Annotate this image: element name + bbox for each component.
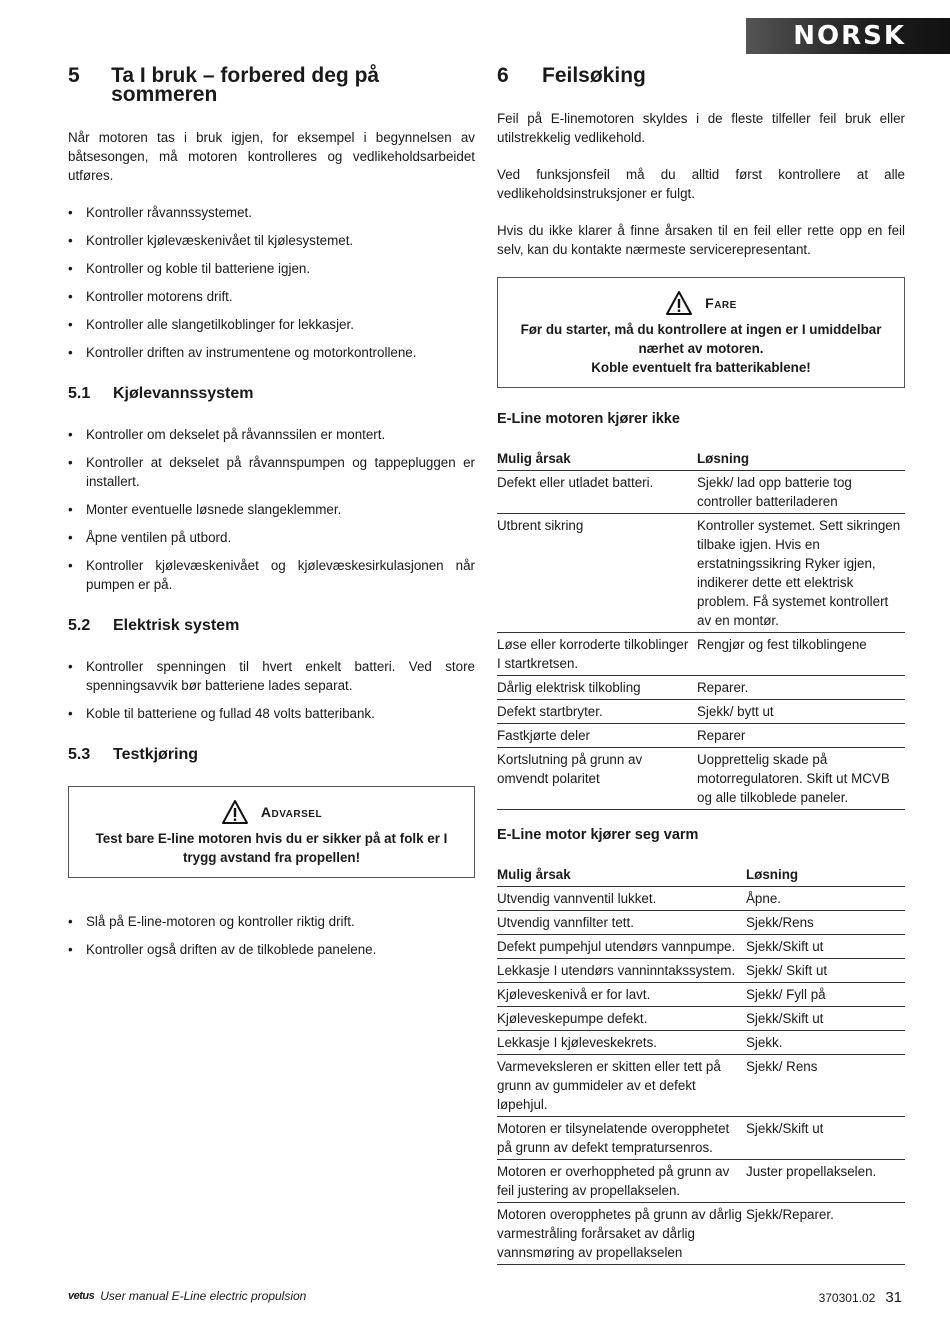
solution-cell: Uopprettelig skade på motorregulatoren. Skift ut MCVB og alle tilkoblede paneler.: [697, 748, 905, 810]
warning-triangle-icon: [665, 290, 693, 316]
cause-cell: Kortslutning på grunn av omvendt polaritet: [497, 748, 697, 810]
right-column: [497, 60, 905, 1265]
table-header-row: [497, 863, 905, 887]
table-row: [497, 935, 905, 959]
solution-cell: Sjekk/Skift ut: [746, 935, 905, 959]
cause-cell: Defekt eller utladet batteri.: [497, 471, 697, 514]
list-item: • Monter eventuelle løsnede slangeklemmer.: [68, 500, 475, 519]
solution-cell: Åpne.: [746, 887, 905, 911]
solution-cell: Sjekk/Rens: [746, 911, 905, 935]
section-5-2-heading: [68, 616, 475, 635]
footer-left: [68, 1289, 306, 1303]
column-header: Løsning: [746, 863, 905, 887]
cause-cell: Motoren er tilsynelatende overopphetet på grunn av defekt tempratursenros.: [497, 1117, 746, 1160]
danger-box: [497, 277, 905, 388]
danger-title: Fare: [705, 294, 737, 311]
column-header: Mulig årsak: [497, 447, 697, 471]
cause-cell: Varmeveksleren er skitten eller tett på grunn av gummideler av et defekt løpehjul.: [497, 1055, 746, 1117]
footer-right: [819, 1289, 902, 1306]
table-2-title: E-Line motor kjører seg varm: [497, 827, 699, 843]
cause-cell: Utvendig vannfilter tett.: [497, 911, 746, 935]
testrun-bullet-list: [68, 912, 475, 959]
warning-title: Advarsel: [260, 803, 323, 820]
table-row: [497, 1055, 905, 1117]
danger-text: Koble eventuelt fra batterikablene!: [591, 360, 811, 375]
section-number: 5.3: [68, 746, 91, 763]
list-item: • Kontroller kjølevæskenivået til kjølesystemet.: [68, 231, 475, 250]
danger-text: Før du starter, må du kontrollere at ingen er I umiddelbar nærhet av motoren.: [520, 322, 882, 356]
cause-cell: Defekt startbryter.: [497, 700, 697, 724]
cause-cell: Motoren er overhoppheted på grunn av feil justering av propellakselen.: [497, 1160, 746, 1203]
table-row: [497, 887, 905, 911]
cause-cell: Motoren overopphetes på grunn av dårlig varmestråling forårsaket av dårlig vannsmøring av propellakselen: [497, 1203, 746, 1265]
cause-cell: Lekkasje I utendørs vanninntakssystem.: [497, 959, 746, 983]
section-number: 5.1: [68, 385, 91, 402]
list-item: • Kontroller og koble til batteriene igjen.: [68, 259, 475, 278]
cause-cell: Dårlig elektrisk tilkobling: [497, 676, 697, 700]
list-item: • Kontroller alle slangetilkoblinger for lekkasjer.: [68, 315, 475, 334]
manual-title: User manual E-Line electric propulsion: [100, 1289, 307, 1303]
paragraph: Ved funksjonsfeil må du alltid først kontrollere at alle vedlikeholdsinstruksjoner er fulgt.: [497, 167, 905, 201]
section-5-heading: [68, 66, 475, 104]
solution-cell: Sjekk.: [746, 1031, 905, 1055]
table-row: [497, 676, 905, 700]
cause-cell: Kjøleveskenivå er for lavt.: [497, 983, 746, 1007]
list-item: • Kontroller motorens drift.: [68, 287, 475, 306]
section-6-heading: [497, 66, 905, 85]
solution-cell: Sjekk/Skift ut: [746, 1007, 905, 1031]
list-item: • Slå på E-line-motoren og kontroller riktig drift.: [68, 912, 475, 931]
table-row: [497, 471, 905, 514]
table-row: [497, 1160, 905, 1203]
table-1-title: E-Line motoren kjører ikke: [497, 411, 680, 427]
page-number: 31: [885, 1289, 902, 1306]
table-row: [497, 959, 905, 983]
table-row: [497, 911, 905, 935]
column-header: Løsning: [697, 447, 905, 471]
list-item: • Koble til batteriene og fullad 48 volts batteribank.: [68, 704, 475, 723]
table-row: [497, 748, 905, 810]
solution-cell: Kontroller systemet. Sett sikringen tilbake igjen. Hvis en erstatningssikring Ryker igjen, indikerer dette ett elektrisk problem. Få systemet kontrollert av en montør.: [697, 514, 905, 633]
section-title: Ta I bruk – forbered deg på sommeren: [111, 64, 380, 106]
warning-triangle-icon: [221, 799, 249, 825]
table-row: [497, 1203, 905, 1265]
cause-cell: Defekt pumpehjul utendørs vannpumpe.: [497, 935, 746, 959]
table-header-row: [497, 447, 905, 471]
intro-bullet-list: [68, 203, 475, 362]
intro-paragraph: Når motoren tas i bruk igjen, for eksempel i begynnelsen av båtsesongen, må motoren kontrolleres og vedlikeholdsarbeidet utføres.: [68, 130, 475, 183]
solution-cell: Reparer.: [697, 676, 905, 700]
cause-cell: Kjøleveskepumpe defekt.: [497, 1007, 746, 1031]
section-title: Elektrisk system: [113, 617, 240, 634]
section-5-3-heading: [68, 745, 475, 764]
cause-cell: Utvendig vannventil lukket.: [497, 887, 746, 911]
solution-cell: Sjekk/Reparer.: [746, 1203, 905, 1265]
section-number: 6: [497, 64, 509, 87]
left-column: [68, 60, 475, 968]
solution-cell: Sjekk/Skift ut: [746, 1117, 905, 1160]
table-row: [497, 1117, 905, 1160]
troubleshooting-table-overheating: [497, 863, 905, 1265]
section-number: 5.2: [68, 617, 91, 634]
list-item: • Kontroller om dekselet på råvannssilen er montert.: [68, 425, 475, 444]
section-title: Kjølevannssystem: [113, 385, 254, 402]
cause-cell: Løse eller korroderte tilkoblinger I startkretsen.: [497, 633, 697, 676]
warning-text: Test bare E-line motoren hvis du er sikker på at folk er I trygg avstand fra propellen!: [95, 831, 448, 865]
paragraph: Feil på E-linemotoren skyldes i de fleste tilfeller feil bruk eller utilstrekkelig vedlikehold.: [497, 111, 905, 145]
troubleshooting-table-no-start: [497, 447, 905, 810]
column-header: Mulig årsak: [497, 863, 746, 887]
section-5-1-heading: [68, 384, 475, 403]
language-tab: NORSK: [746, 18, 950, 54]
solution-cell: Sjekk/ lad opp batterie tog controller batteriladeren: [697, 471, 905, 514]
solution-cell: Rengjør og fest tilkoblingene: [697, 633, 905, 676]
list-item: • Kontroller driften av instrumentene og motorkontrollene.: [68, 343, 475, 362]
electrical-bullet-list: [68, 657, 475, 723]
section-number: 5: [68, 64, 80, 87]
table-row: [497, 724, 905, 748]
list-item: • Åpne ventilen på utbord.: [68, 528, 475, 547]
table-row: [497, 983, 905, 1007]
list-item: • Kontroller også driften av de tilkoblede panelene.: [68, 940, 475, 959]
document-number: 370301.02: [818, 1291, 876, 1305]
list-item: • Kontroller råvannssystemet.: [68, 203, 475, 222]
solution-cell: Reparer: [697, 724, 905, 748]
cause-cell: Utbrent sikring: [497, 514, 697, 633]
table-row: [497, 700, 905, 724]
table-row: [497, 1007, 905, 1031]
paragraph: Hvis du ikke klarer å finne årsaken til en feil eller rette opp en feil selv, kan du kontakte nærmeste servicerepresentant.: [497, 223, 905, 257]
table-row: [497, 1031, 905, 1055]
solution-cell: Sjekk/ bytt ut: [697, 700, 905, 724]
section-title: Testkjøring: [113, 746, 199, 763]
list-item: • Kontroller spenningen til hvert enkelt batteri. Ved store spenningsavvik bør batteriene lades separat.: [68, 657, 475, 695]
list-item: • Kontroller at dekselet på råvannspumpen og tappepluggen er installert.: [68, 453, 475, 491]
cause-cell: Fastkjørte deler: [497, 724, 697, 748]
cause-cell: Lekkasje I kjøleveskekrets.: [497, 1031, 746, 1055]
table-row: [497, 514, 905, 633]
solution-cell: Juster propellakselen.: [746, 1160, 905, 1203]
solution-cell: Sjekk/ Fyll på: [746, 983, 905, 1007]
section-title: Feilsøking: [542, 64, 646, 87]
table-row: [497, 633, 905, 676]
vetus-logo: vetus: [68, 1290, 95, 1302]
cooling-bullet-list: [68, 425, 475, 594]
list-item: • Kontroller kjølevæskenivået og kjølevæskesirkulasjonen når pumpen er på.: [68, 556, 475, 594]
solution-cell: Sjekk/ Rens: [746, 1055, 905, 1117]
warning-box: [68, 786, 475, 878]
solution-cell: Sjekk/ Skift ut: [746, 959, 905, 983]
